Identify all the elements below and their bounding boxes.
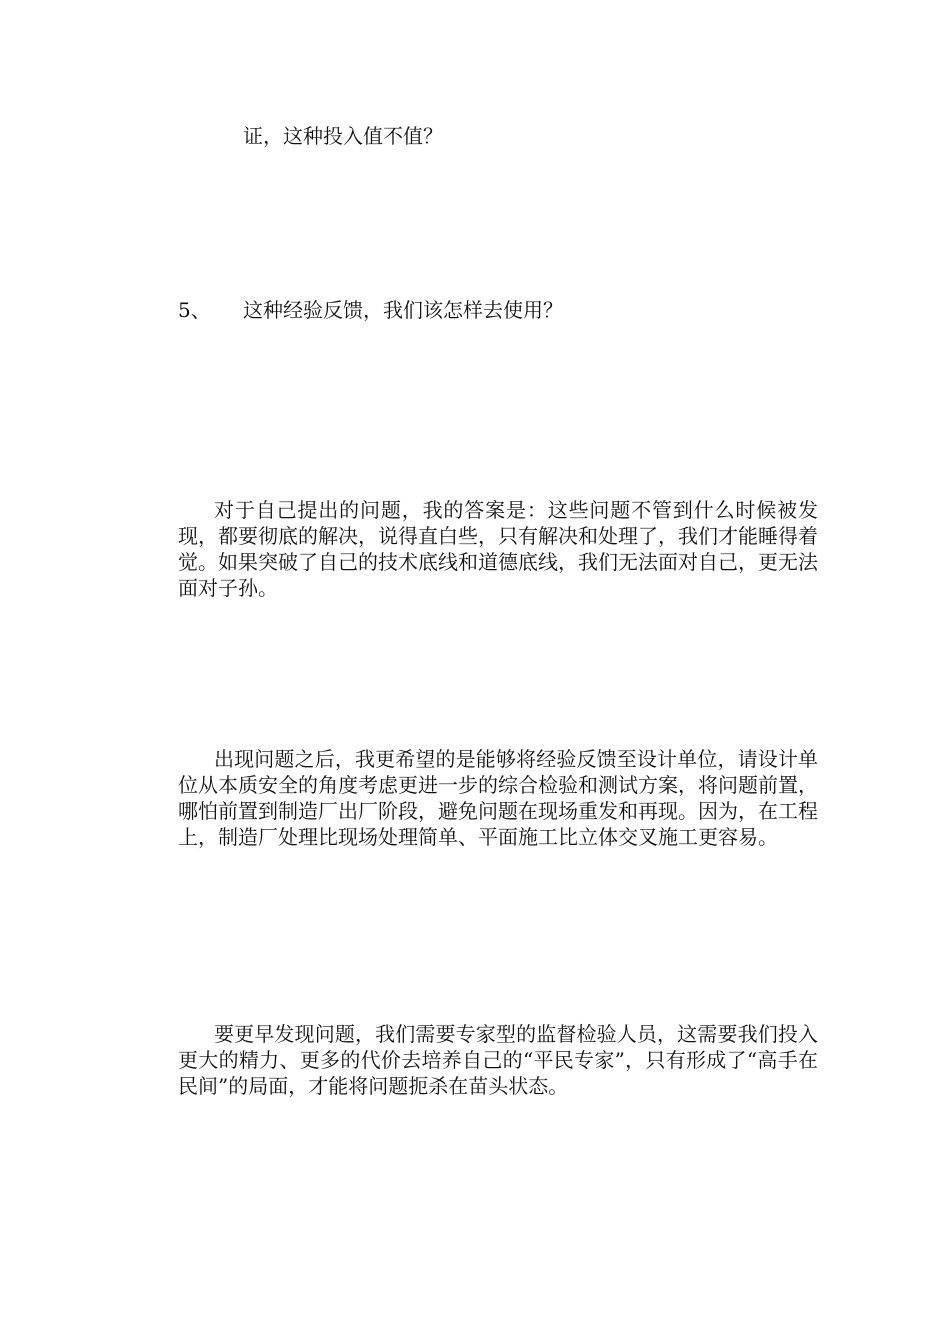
numbered-question-5 — [178, 297, 563, 323]
continued-question-line: 证，这种投入值不值？ — [243, 124, 443, 148]
question-text: 这种经验反馈，我们该怎样去使用？ — [243, 298, 563, 322]
paragraph-answer: 对于自己提出的问题，我的答案是：这些问题不管到什么时候被发现，都要彻底的解决，说得直白些，只有解决和处理了，我们才能睡得着觉。如果突破了自己的技术底线和道德底线，我们无法面对自己，更无法面对子孙。 — [178, 498, 818, 600]
paragraph-feedback: 出现问题之后，我更希望的是能够将经验反馈至设计单位，请设计单位从本质安全的角度考虑更进一步的综合检验和测试方案，将问题前置，哪怕前置到制造厂出厂阶段，避免问题在现场重发和再现。因为，在工程上，制造厂处理比现场处理简单、平面施工比立体交叉施工更容易。 — [178, 747, 818, 849]
question-number: 5、 — [178, 298, 211, 322]
paragraph-experts: 要更早发现问题，我们需要专家型的监督检验人员，这需要我们投入更大的精力、更多的代价去培养自己的“平民专家”，只有形成了“高手在民间”的局面，才能将问题扼杀在苗头状态。 — [178, 1022, 818, 1098]
